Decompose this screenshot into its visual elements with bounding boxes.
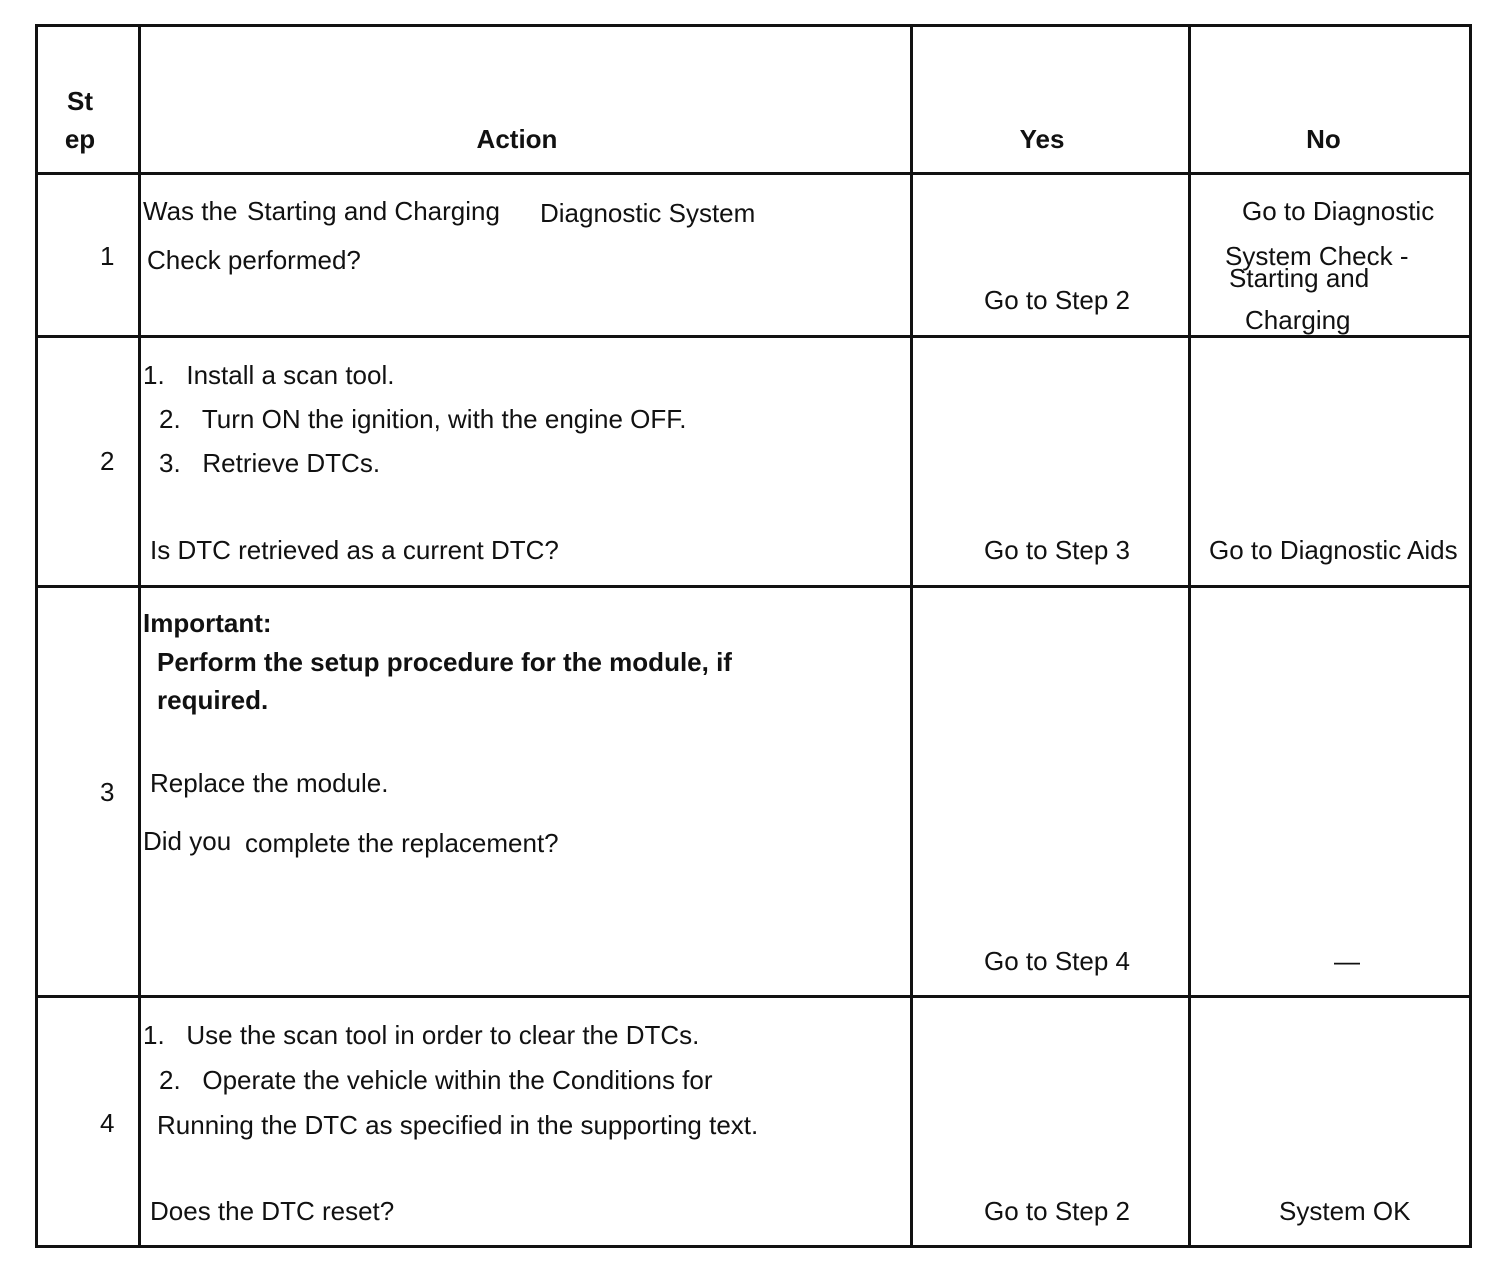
header-action: Action bbox=[476, 124, 558, 154]
step-number: 2 bbox=[100, 446, 115, 476]
row-divider-1 bbox=[36, 335, 1472, 338]
step-number: 3 bbox=[100, 777, 115, 807]
yes-text: Go to Step 3 bbox=[984, 535, 1130, 565]
action-text: complete the replacement? bbox=[245, 828, 559, 858]
action-text: Running the DTC as specified in the supporting text. bbox=[157, 1110, 759, 1140]
no-text: System Check - bbox=[1225, 241, 1409, 271]
table-border-right bbox=[1469, 24, 1472, 1248]
action-text: 1. Install a scan tool. bbox=[143, 360, 395, 390]
step-number: 4 bbox=[100, 1108, 115, 1138]
column-divider-action bbox=[910, 24, 913, 1248]
no-text: — bbox=[1334, 946, 1360, 976]
important-label: Important: bbox=[143, 608, 272, 638]
action-text: 2. Turn ON the ignition, with the engine OFF. bbox=[159, 404, 687, 434]
action-text: Replace the module. bbox=[150, 768, 389, 798]
header-step-line1: St bbox=[67, 86, 93, 116]
row-divider-3 bbox=[36, 995, 1472, 998]
header-yes: Yes bbox=[1019, 124, 1065, 154]
no-text: Starting and bbox=[1229, 263, 1370, 293]
header-divider bbox=[36, 172, 1472, 175]
yes-text: Go to Step 2 bbox=[984, 285, 1130, 315]
important-text: Perform the setup procedure for the module, if bbox=[157, 647, 732, 677]
no-text: System OK bbox=[1279, 1196, 1411, 1226]
action-text: 2. Operate the vehicle within the Conditions for bbox=[159, 1065, 713, 1095]
column-divider-step bbox=[138, 24, 141, 1248]
header-step-line2: ep bbox=[64, 124, 96, 154]
header-step bbox=[40, 82, 120, 158]
table-border-top bbox=[36, 24, 1472, 27]
yes-text: Go to Step 4 bbox=[984, 946, 1130, 976]
table-border-left bbox=[35, 24, 38, 1248]
action-text: Starting and Charging bbox=[247, 196, 500, 226]
action-text: Did you bbox=[143, 826, 232, 856]
column-divider-yes bbox=[1188, 24, 1191, 1248]
no-text: Go to Diagnostic Aids bbox=[1209, 535, 1458, 565]
no-text: Go to Diagnostic bbox=[1242, 196, 1435, 226]
action-text: Does the DTC reset? bbox=[150, 1196, 395, 1226]
header-no: No bbox=[1306, 124, 1341, 154]
no-text: Charging bbox=[1245, 305, 1351, 335]
table-border-bottom bbox=[36, 1245, 1472, 1248]
action-text: Check performed? bbox=[147, 245, 361, 275]
action-text: Diagnostic System bbox=[540, 198, 756, 228]
row-divider-2 bbox=[36, 585, 1472, 588]
action-text: 1. Use the scan tool in order to clear the DTCs. bbox=[143, 1020, 700, 1050]
action-text: 3. Retrieve DTCs. bbox=[159, 448, 381, 478]
action-text: Was the bbox=[143, 196, 238, 226]
step-number: 1 bbox=[100, 241, 115, 271]
yes-text: Go to Step 2 bbox=[984, 1196, 1130, 1226]
important-text: required. bbox=[157, 685, 269, 715]
action-text: Is DTC retrieved as a current DTC? bbox=[150, 535, 559, 565]
